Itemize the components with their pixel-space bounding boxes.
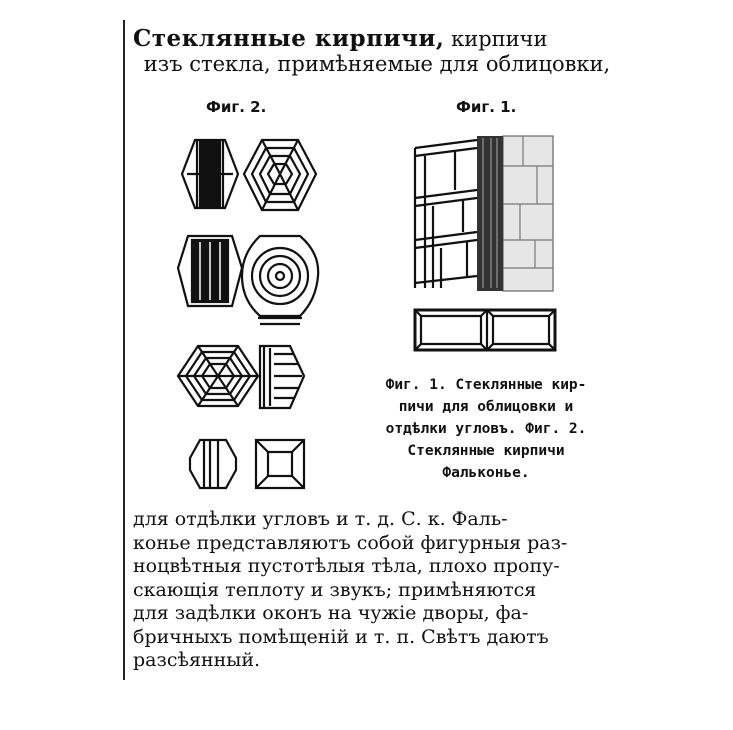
fig2-brick-dark-side — [178, 236, 242, 306]
body-line: бричныхъ помѣщеній и т. п. Свѣтъ даютъ — [133, 625, 549, 648]
figure-caption — [352, 374, 620, 484]
fig2-brick-hexagon-concentric — [178, 346, 258, 406]
body-line: для задѣлки оконъ на чужіе дворы, фа- — [133, 602, 529, 624]
fig2-label: Фиг. 2. — [206, 98, 267, 116]
caption-line: Фиг. 1. Стеклянные кир- — [385, 377, 587, 393]
body-line: разсѣянный. — [133, 649, 261, 671]
body-text — [133, 508, 621, 673]
entry-term: Стеклянные кирпичи, — [133, 25, 445, 52]
heading-line-1 — [133, 26, 621, 52]
caption-line: пичи для облицовки и — [398, 399, 574, 415]
fig2-brick-square-frame — [256, 440, 304, 488]
fig1-wall-corner — [415, 136, 553, 291]
body-line: ноцвѣтныя пустотѣлыя тѣла, плохо пропу- — [133, 555, 560, 577]
fig2-brick-hexagon-front — [244, 140, 316, 210]
fig2-brick-small-round — [190, 440, 236, 488]
heading-line-1-rest: кирпичи — [444, 27, 548, 51]
fig2-drawing — [140, 118, 340, 503]
heading-line-2: изъ стекла, примѣняемые для облицовки, — [143, 52, 611, 76]
fig2-brick-round-front — [242, 236, 318, 324]
body-line: скающія теплоту и звукъ; примѣняются — [133, 578, 537, 601]
body-line: конье представляютъ собой фигурныя раз- — [133, 531, 568, 554]
fig2-brick-stepped-side — [260, 346, 304, 408]
caption-line: отдѣлки угловъ. Фиг. 2. — [385, 421, 587, 437]
column-rule — [123, 20, 125, 680]
fig1-brick-section — [415, 310, 555, 350]
fig2-brick-barrel-side — [182, 140, 238, 208]
fig1-label: Фиг. 1. — [456, 98, 517, 116]
caption-line: Стеклянные кирпичи — [407, 443, 565, 459]
body-line: для отдѣлки угловъ и т. д. С. к. Фаль- — [133, 508, 508, 530]
fig1-drawing — [405, 118, 620, 363]
caption-line: Фальконье. — [442, 465, 530, 481]
